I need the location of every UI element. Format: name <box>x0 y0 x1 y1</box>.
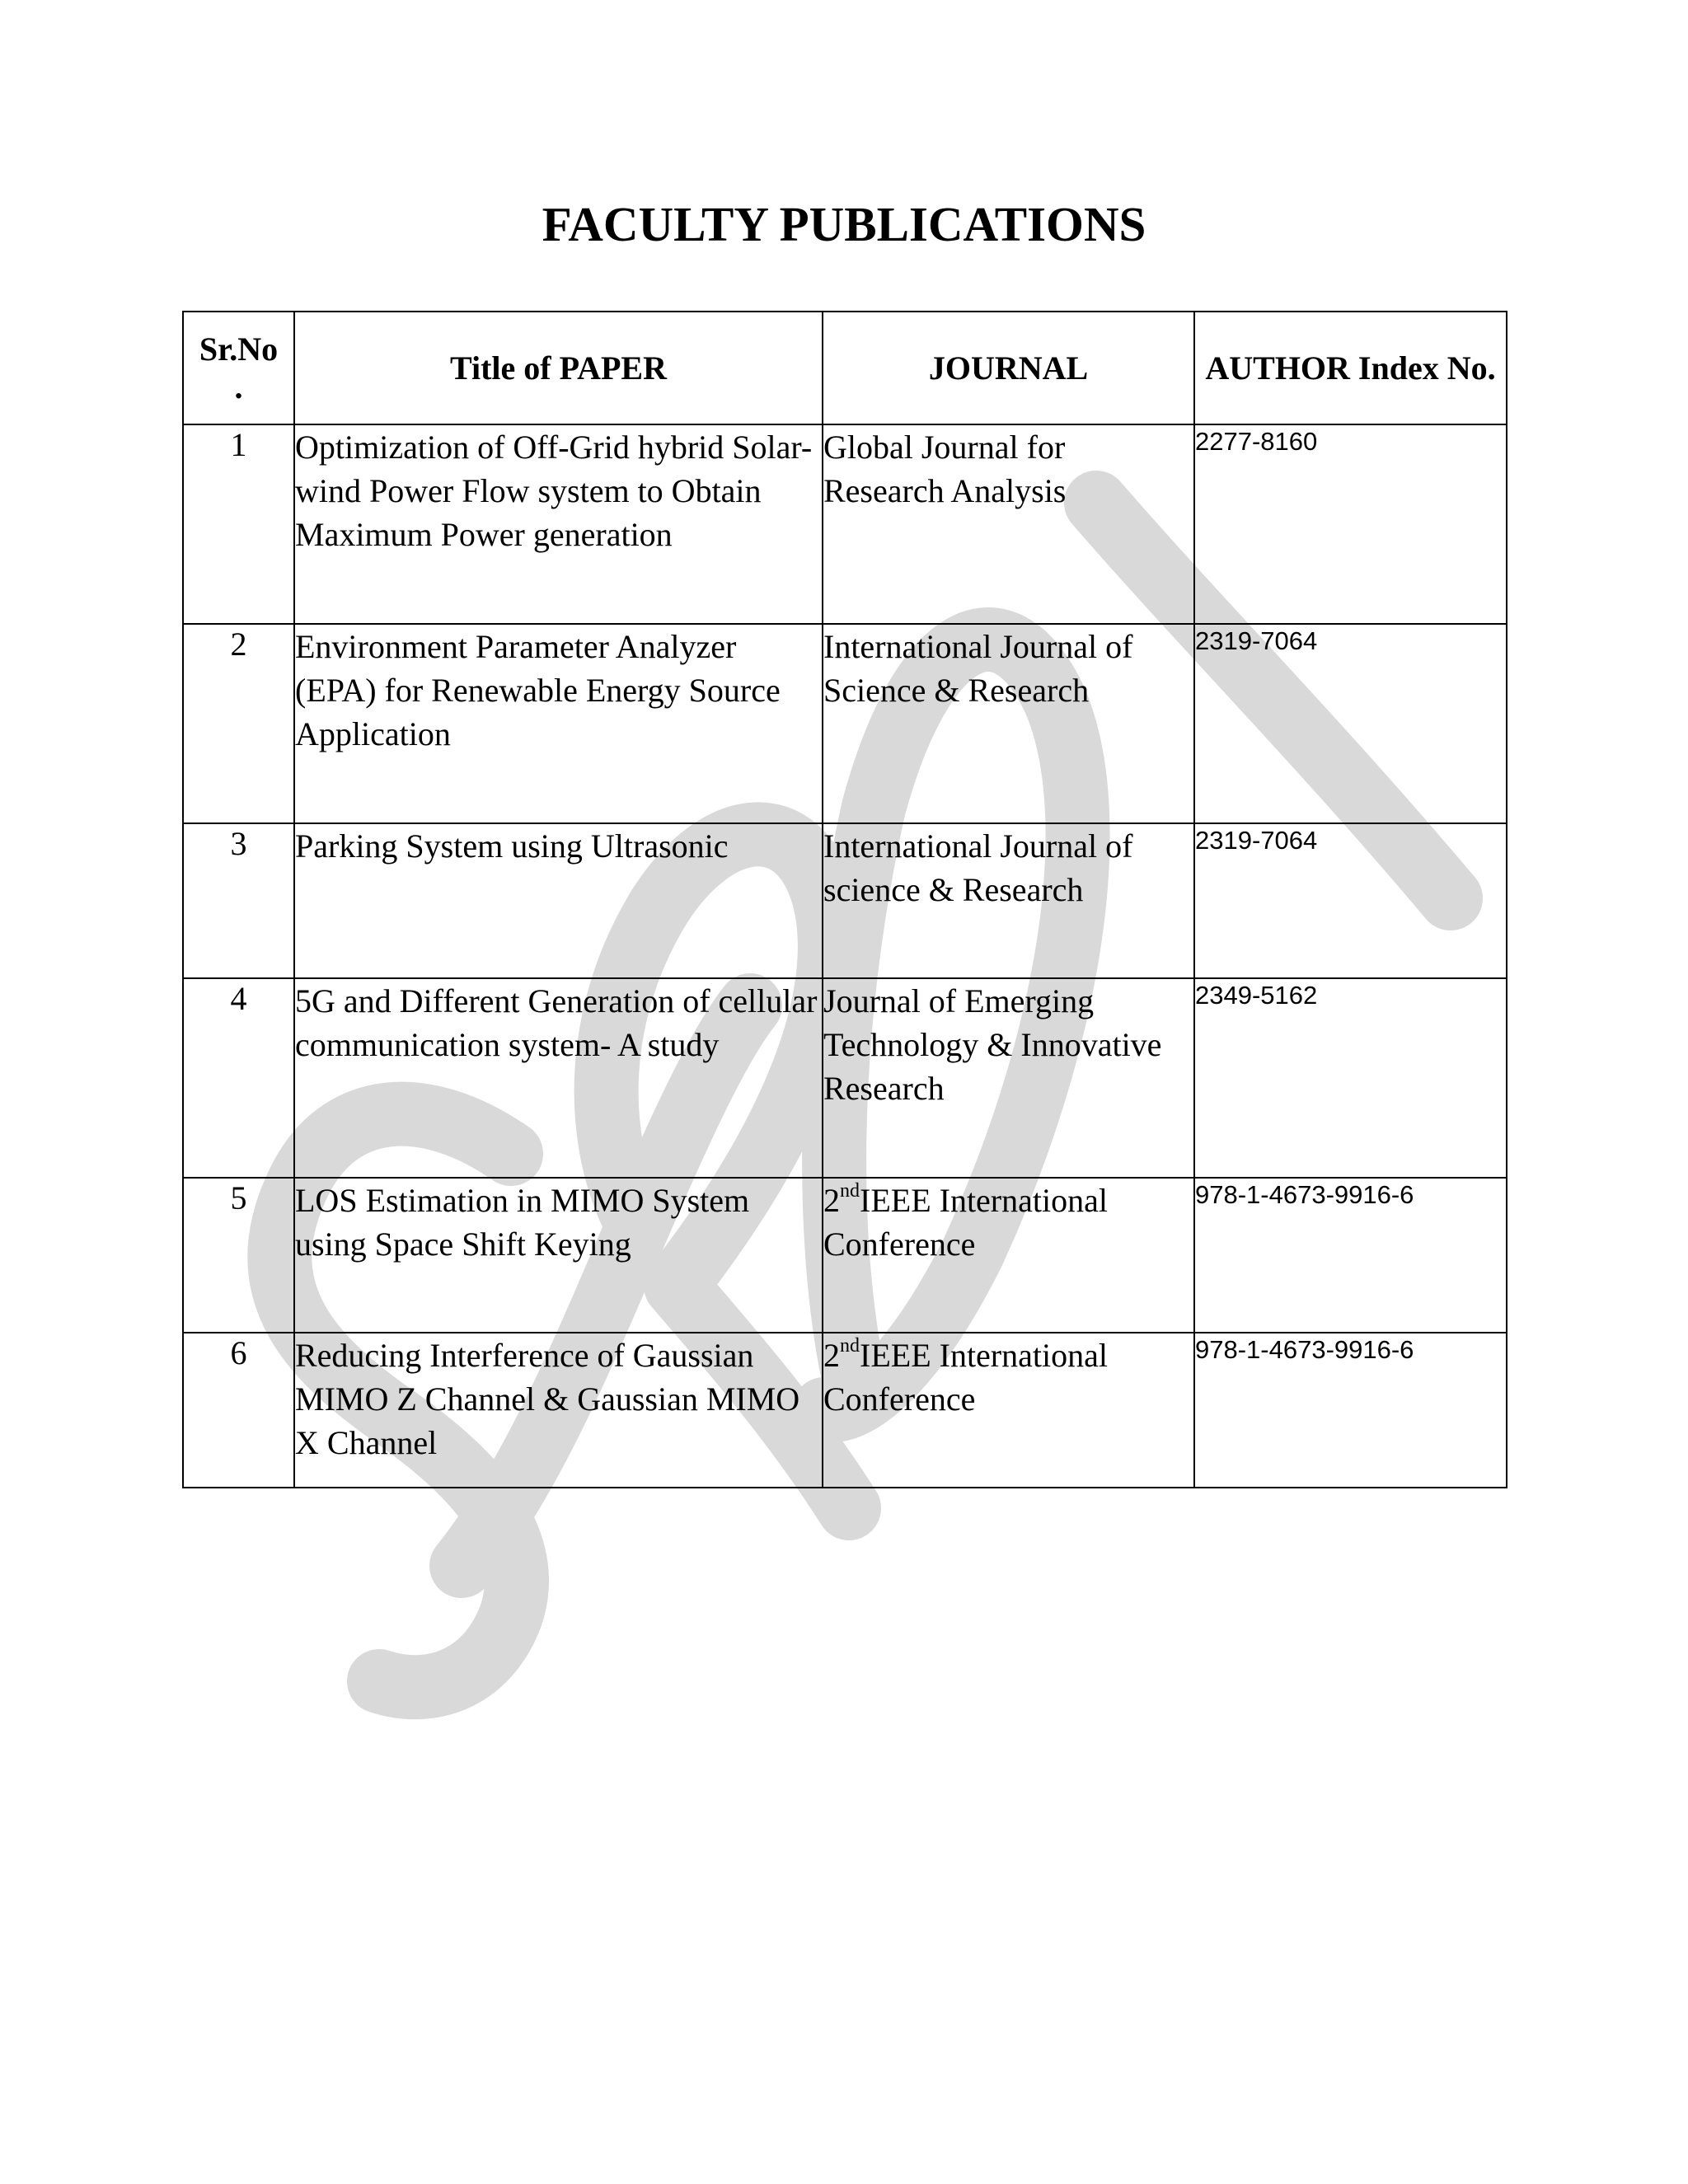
author-index-cell: 2319-7064 <box>1194 823 1507 978</box>
header-author-index <box>1194 312 1507 424</box>
author-index-cell: 2319-7064 <box>1194 624 1507 823</box>
header-srno-label: Sr.No . <box>199 330 279 405</box>
publications-table <box>182 311 1507 1488</box>
header-title-label: Title of PAPER <box>450 349 667 387</box>
journal-name: IEEE International Conference <box>823 1337 1108 1418</box>
srno-cell: 6 <box>183 1333 294 1488</box>
journal-ordinal-suffix: nd <box>840 1180 860 1202</box>
srno-cell: 5 <box>183 1178 294 1333</box>
header-journal <box>823 312 1194 424</box>
srno-cell: 2 <box>183 624 294 823</box>
journal-cell: Journal of Emerging Technology & Innovative Research <box>823 978 1194 1178</box>
page-title: FACULTY PUBLICATIONS <box>542 197 1146 251</box>
srno-cell: 1 <box>183 424 294 624</box>
paper-title-cell: Reducing Interference of Gaussian MIMO Z Channel & Gaussian MIMO X Channel <box>294 1333 823 1488</box>
paper-title-cell: Optimization of Off-Grid hybrid Solar-wind Power Flow system to Obtain Maximum Power generation <box>294 424 823 624</box>
author-index-cell: 978-1-4673-9916-6 <box>1194 1178 1507 1333</box>
srno-cell: 4 <box>183 978 294 1178</box>
header-srno <box>183 312 294 424</box>
paper-title-cell: 5G and Different Generation of cellular communication system- A study <box>294 978 823 1178</box>
author-index-cell: 2277-8160 <box>1194 424 1507 624</box>
journal-cell <box>823 1178 1194 1333</box>
header-title <box>294 312 823 424</box>
journal-ordinal-suffix: nd <box>840 1335 860 1357</box>
table-header-row <box>183 312 1507 424</box>
journal-cell <box>823 1333 1194 1488</box>
table-row <box>183 624 1507 823</box>
table-row <box>183 1178 1507 1333</box>
journal-cell: International Journal of Science & Research <box>823 624 1194 823</box>
journal-cell: International Journal of science & Research <box>823 823 1194 978</box>
journal-cell: Global Journal for Research Analysis <box>823 424 1194 624</box>
table-row <box>183 1333 1507 1488</box>
paper-title-cell: Parking System using Ultrasonic <box>294 823 823 978</box>
journal-name: IEEE International Conference <box>823 1182 1108 1263</box>
header-journal-label: JOURNAL <box>928 349 1089 387</box>
author-index-cell: 2349-5162 <box>1194 978 1507 1178</box>
table-row <box>183 978 1507 1178</box>
table-row <box>183 424 1507 624</box>
header-author-label: AUTHOR Index No. <box>1205 349 1496 387</box>
srno-cell: 3 <box>183 823 294 978</box>
table-row <box>183 823 1507 978</box>
paper-title-cell: LOS Estimation in MIMO System using Space Shift Keying <box>294 1178 823 1333</box>
journal-ordinal: 2 <box>823 1337 840 1374</box>
paper-title-cell: Environment Parameter Analyzer (EPA) for Renewable Energy Source Application <box>294 624 823 823</box>
author-index-cell: 978-1-4673-9916-6 <box>1194 1333 1507 1488</box>
journal-ordinal: 2 <box>823 1182 840 1219</box>
